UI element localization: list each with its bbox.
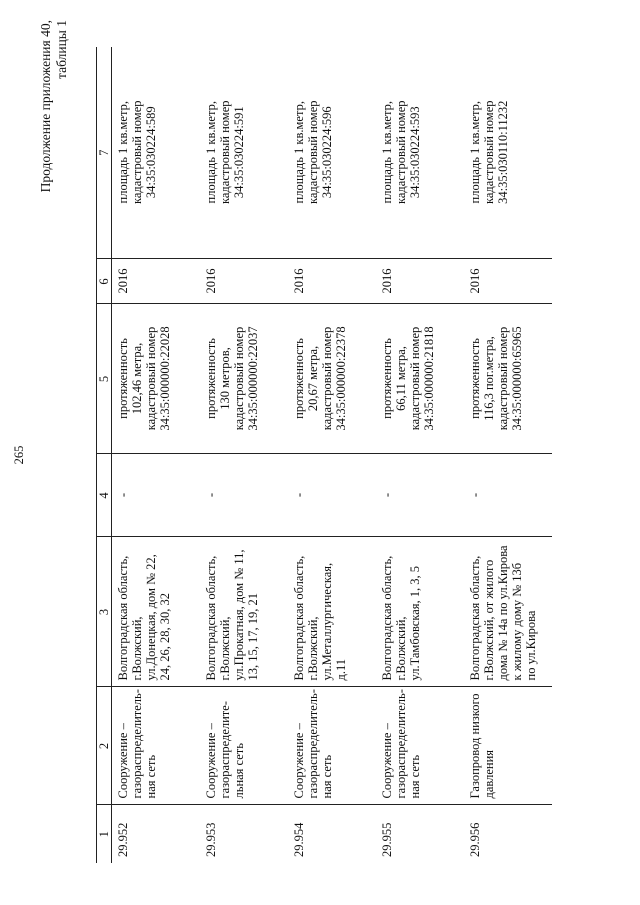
object-name-line: газораспределитель- — [130, 689, 144, 799]
table-row — [112, 47, 200, 863]
address-cell — [200, 537, 288, 687]
land-area-line: площадь 1 кв.метр, — [203, 101, 218, 204]
col4-value: - — [379, 492, 394, 498]
object-name-cell — [112, 687, 200, 805]
parameters-line: кадастровый номер — [407, 326, 422, 431]
parameters-line: 102,46 метра, — [130, 342, 144, 415]
land-area-line: площадь 1 кв.метр, — [116, 101, 130, 204]
address-line: Волгоградская область, — [291, 555, 306, 681]
address-line: г.Волжский, от жилого — [481, 559, 496, 681]
parameters-line: 34:35:000000:22378 — [333, 326, 348, 431]
property-table — [96, 47, 552, 863]
year-cell — [288, 259, 376, 304]
address-line: 24, 26, 28, 30, 32 — [158, 593, 172, 681]
address-line: г.Волжский, — [305, 616, 320, 681]
land-area-line: 34:35:030224:596 — [319, 106, 334, 199]
land-area-cell — [376, 47, 464, 259]
object-name-cell — [200, 687, 288, 805]
object-name-line: ная сеть — [144, 754, 158, 799]
col4-cell — [200, 454, 288, 537]
address-line: г.Волжский, — [393, 616, 408, 681]
year-value: 2016 — [379, 268, 394, 294]
address-line: к жилому дому № 13б — [509, 562, 524, 681]
land-area-line: кадастровый номер — [305, 100, 320, 205]
parameters-line: 116,3 пог.метра, — [481, 336, 496, 421]
parameters-cell — [288, 304, 376, 454]
object-name-line: ная сеть — [407, 754, 422, 799]
continuation-line-1: Продолжение приложения 40, — [38, 20, 53, 193]
address-line: по ул.Кирова — [523, 610, 538, 681]
header-col-5: 5 — [97, 304, 112, 454]
col4-cell — [464, 454, 552, 537]
land-area-line: площадь 1 кв.метр, — [291, 101, 306, 204]
address-line: ул.Металлургическая, — [319, 562, 334, 681]
year-cell — [376, 259, 464, 304]
land-area-line: кадастровый номер — [481, 100, 496, 205]
address-line: д.11 — [333, 658, 348, 681]
table-header-row — [97, 47, 112, 863]
address-cell — [288, 537, 376, 687]
parameters-line: протяженность — [379, 338, 394, 419]
year-cell — [112, 259, 200, 304]
address-line: 13, 15, 17, 19, 21 — [245, 593, 260, 681]
parameters-line: 34:35:000000:65965 — [509, 326, 524, 431]
address-line: Волгоградская область, — [116, 555, 130, 681]
row-number: 29.953 — [203, 822, 218, 857]
parameters-line: протяженность — [203, 338, 218, 419]
year-value: 2016 — [291, 268, 306, 294]
col4-value: - — [203, 492, 218, 498]
col4-value: - — [116, 492, 130, 498]
object-name-line: Сооружение – — [291, 723, 306, 799]
table-row — [464, 47, 552, 863]
parameters-line: 66,11 метра, — [393, 346, 408, 411]
land-area-cell — [112, 47, 200, 259]
header-col-6: 6 — [97, 259, 112, 304]
year-value: 2016 — [116, 268, 130, 294]
row-number-cell — [112, 805, 200, 863]
header-col-4: 4 — [97, 454, 112, 537]
year-value: 2016 — [467, 268, 482, 294]
object-name-line: Сооружение – — [116, 723, 130, 799]
land-area-cell — [288, 47, 376, 259]
land-area-line: кадастровый номер — [130, 100, 144, 205]
continuation-heading — [38, 20, 70, 192]
land-area-line: площадь 1 кв.метр, — [379, 101, 394, 204]
row-number-cell — [464, 805, 552, 863]
parameters-line: протяженность — [291, 338, 306, 419]
col4-cell — [112, 454, 200, 537]
parameters-line: кадастровый номер — [231, 326, 246, 431]
land-area-line: 34:35:030224:593 — [407, 106, 422, 199]
table-row — [376, 47, 464, 863]
parameters-line: протяженность — [467, 338, 482, 419]
land-area-line: кадастровый номер — [217, 100, 232, 205]
land-area-line: кадастровый номер — [393, 100, 408, 205]
table-body — [112, 47, 552, 863]
row-number-cell — [200, 805, 288, 863]
object-name-line: давления — [481, 749, 496, 799]
col4-cell — [376, 454, 464, 537]
object-name-cell — [464, 687, 552, 805]
header-col-2: 2 — [97, 687, 112, 805]
parameters-line: кадастровый номер — [144, 326, 158, 431]
address-line: г.Волжский, — [130, 616, 144, 681]
header-col-3: 3 — [97, 537, 112, 687]
address-line: дома № 14а по ул.Кирова — [495, 545, 510, 681]
continuation-line-2: таблицы 1 — [54, 20, 69, 79]
parameters-line: протяженность — [116, 338, 130, 419]
year-cell — [200, 259, 288, 304]
parameters-cell — [200, 304, 288, 454]
address-line: ул.Донецкая, дом № 22, — [144, 554, 158, 681]
object-name-line: Сооружение – — [379, 723, 394, 799]
parameters-line: 20,67 метра, — [305, 345, 320, 412]
parameters-line: 34:35:000000:22028 — [158, 326, 172, 431]
parameters-line: кадастровый номер — [495, 326, 510, 431]
row-number: 29.956 — [467, 822, 482, 857]
address-line: Волгоградская область, — [379, 555, 394, 681]
land-area-cell — [464, 47, 552, 259]
header-col-7: 7 — [97, 47, 112, 259]
land-area-line: 34:35:030224:591 — [231, 106, 246, 199]
page-number: 265 — [12, 445, 26, 465]
address-cell — [112, 537, 200, 687]
object-name-line: газораспределитель- — [305, 689, 320, 799]
col4-value: - — [291, 492, 306, 498]
address-cell — [376, 537, 464, 687]
table-row — [288, 47, 376, 863]
address-line: ул.Прокатная, дом № 11, — [231, 549, 246, 681]
object-name-line: Газопровод низкого — [467, 693, 482, 799]
object-name-line: льная сеть — [231, 743, 246, 799]
object-name-line: газораспределите- — [217, 701, 232, 799]
address-line: Волгоградская область, — [203, 555, 218, 681]
parameters-line: 34:35:000000:21818 — [421, 326, 436, 431]
row-number: 29.955 — [379, 822, 394, 857]
col4-value: - — [467, 492, 482, 498]
parameters-cell — [376, 304, 464, 454]
year-value: 2016 — [203, 268, 218, 294]
table-row — [200, 47, 288, 863]
row-number: 29.952 — [116, 822, 130, 857]
object-name-line: Сооружение – — [203, 723, 218, 799]
parameters-line: кадастровый номер — [319, 326, 334, 431]
year-cell — [464, 259, 552, 304]
parameters-cell — [112, 304, 200, 454]
land-area-line: 34:35:030224:589 — [144, 106, 158, 199]
col4-cell — [288, 454, 376, 537]
row-number-cell — [376, 805, 464, 863]
address-line: ул.Тамбовская, 1, 3, 5 — [407, 565, 422, 681]
row-number-cell — [288, 805, 376, 863]
land-area-cell — [200, 47, 288, 259]
header-col-1: 1 — [97, 805, 112, 863]
land-area-line: 34:35:030110:11232 — [495, 100, 510, 204]
parameters-line: 130 метров, — [217, 347, 232, 410]
address-line: Волгоградская область, — [467, 555, 482, 681]
object-name-line: газораспределитель- — [393, 689, 408, 799]
land-area-line: площадь 1 кв.метр, — [467, 101, 482, 204]
parameters-line: 34:35:000000:22037 — [245, 326, 260, 431]
address-line: г.Волжский, — [217, 616, 232, 681]
parameters-cell — [464, 304, 552, 454]
object-name-cell — [288, 687, 376, 805]
object-name-line: ная сеть — [319, 754, 334, 799]
address-cell — [464, 537, 552, 687]
row-number: 29.954 — [291, 822, 306, 857]
object-name-cell — [376, 687, 464, 805]
